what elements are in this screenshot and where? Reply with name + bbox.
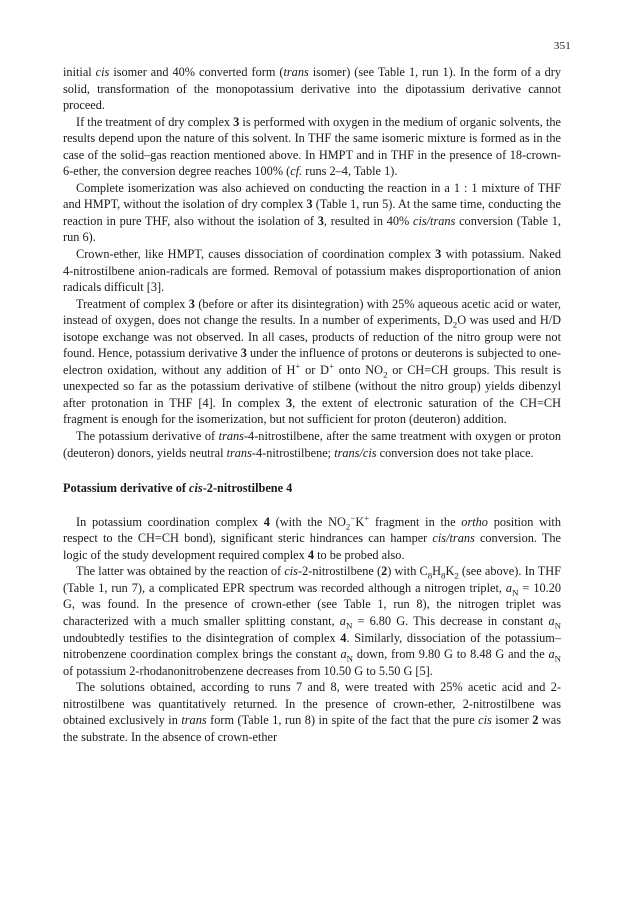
paragraph: Crown-ether, like HMPT, causes dissociation of coordination complex 3 with potassium. Naked 4-nitrostilbene anion-radicals are formed. Removal of potassium makes disproportionation of anion radicals difficult [3]. <box>63 247 561 295</box>
paragraph: Complete isomerization was also achieved on conducting the reaction in a 1 : 1 mixture of THF and HMPT, without the isolation of dry complex 3 (Table 1, run 5). At the same time, conducting the reaction in pure THF, also without the isolation of 3, resulted in 40% cis/trans conversion (Table 1, run 6). <box>63 180 561 245</box>
paragraph: The solutions obtained, according to runs 7 and 8, were treated with 25% acetic acid and 2-nitrostilbene was quantitatively returned. In the presence of crown-ether, 2-nitrostilbene was obtained exclusively in trans form (Table 1, run 8) in spite of the fact that the pure cis isomer 2 was the substrate. In the absence of crown-ether <box>63 680 562 744</box>
section-heading: Potassium derivative of cis-2-nitrostilbene 4 <box>63 481 293 496</box>
paragraph: The latter was obtained by the reaction of cis-2-nitrostilbene (2) with $C_8H_8K_2$ (see above). In THF (Table 1, run 7), a complicated EPR spectrum was recorded although a nitrogen triplet, $a_N = 10.20$ G, was found. In the presence of crown-ether (see Table 1, run 8), the nitrogen triplet was characterized with a much smaller splitting constant, $a_N = 6.80$ G. This decrease in constant $a_N$ undoubtedly testifies to the disintegration of complex 4. Similarly, dissociation of the potassium–nitrobenzene coordination complex brings the constant $a_N$ down, from 9.80 G to 8.48 G and the $a_N$ of potassium 2-rhodanonitrobenzene decreases from 10.50 G to 5.50 G [5]. <box>63 564 561 678</box>
paragraph: initial cis isomer and 40% converted form (trans isomer) (see Table 1, run 1). In the form of a dry solid, transformation of the monopotassium derivative into the dipotassium derivative cannot proceed. <box>63 65 561 113</box>
page-number: 351 <box>553 40 571 52</box>
paragraph: Treatment of complex 3 (before or after its disintegration) with 25% aqueous acetic acid or water, instead of oxygen, does not change the results. In a number of experiments, $D_2O$ was used and H/D isotope exchange was not observed. In all cases, products of reduction of the nitro group were not found. Hence, potassium derivative 3 under the influence of protons or deuterons is subjected to one-electron oxidation, without any addition of H+ or D+ onto $NO_2$ or CH=CH groups. This result is unexpected so far as the potassium derivative of stilbene (without the nitro group) yields dibenzyl after protonation in THF [4]. In complex 3, the extent of electronic saturation of the CH=CH fragment is enough for the isomerization, but not sufficient for proton (deuteron) addition. <box>63 296 562 427</box>
paragraph: In potassium coordination complex 4 (with the $NO_2^-K^+$ fragment in the ortho position with respect to the CH=CH bond), significant steric hindrances can hamper cis/trans conversion. The logic of the study development required complex 4 to be probed also. <box>63 512 562 562</box>
paragraph: The potassium derivative of trans-4-nitrostilbene, after the same treatment with oxygen or proton (deuteron) donors, yields neutral trans-4-nitrostilbene; trans/cis conversion does not take place. <box>63 429 561 460</box>
paragraph: If the treatment of dry complex 3 is performed with oxygen in the medium of organic solvents, the results depend upon the nature of this solvent. In THF the same isomeric mixture is formed as in the case of the solid–gas reaction mentioned above. In HMPT and in THF in the presence of 18-crown-6-ether, the conversion degree reaches 100% (cf. runs 2–4, Table 1). <box>63 114 561 179</box>
article-body <box>63 64 561 745</box>
